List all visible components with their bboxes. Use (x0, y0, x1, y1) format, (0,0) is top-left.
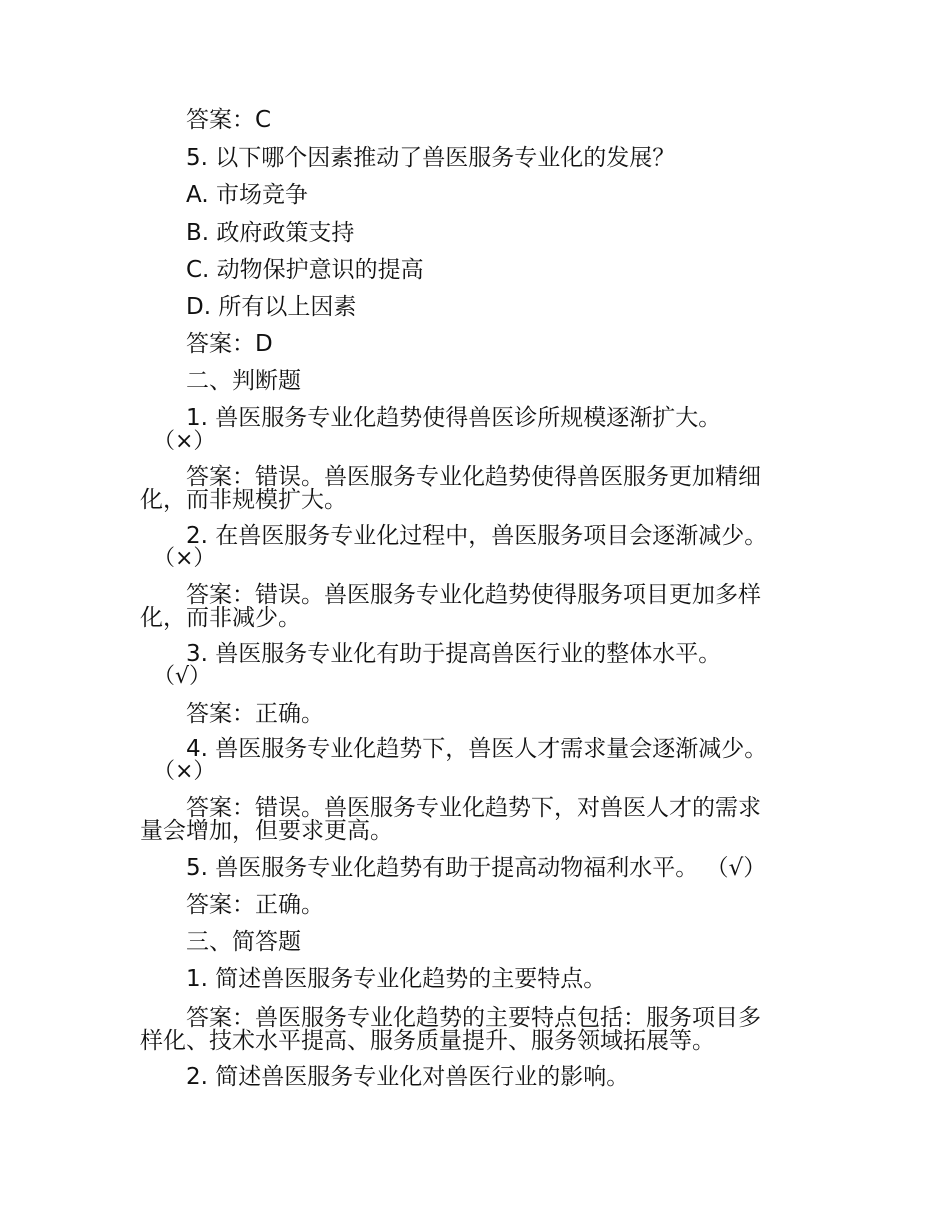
tf-answer-1-cont: 化，而非规模扩大。 (140, 487, 347, 513)
tf-question-2: 2. 在兽医服务专业化过程中，兽医服务项目会逐渐减少。 (186, 523, 768, 549)
tf-answer-2-cont: 化，而非减少。 (140, 605, 301, 631)
answer-line: 答案：D (186, 331, 273, 357)
section-heading-short-answer: 三、简答题 (186, 929, 301, 955)
tf-answer-4: 答案：错误。兽医服务专业化趋势下，对兽医人才的需求 (186, 795, 761, 821)
option-d: D. 所有以上因素 (186, 294, 357, 320)
tf-mark-1: （×） (153, 429, 216, 454)
option-a: A. 市场竞争 (186, 182, 308, 208)
sa-answer-1: 答案：兽医服务专业化趋势的主要特点包括：服务项目多 (186, 1005, 761, 1031)
tf-answer-3: 答案：正确。 (186, 701, 324, 727)
tf-answer-5: 答案：正确。 (186, 892, 324, 918)
sa-question-2: 2. 简述兽医服务专业化对兽医行业的影响。 (186, 1064, 630, 1090)
tf-answer-4-cont: 量会增加，但要求更高。 (140, 818, 393, 844)
option-c: C. 动物保护意识的提高 (186, 257, 424, 283)
tf-question-3: 3. 兽医服务专业化有助于提高兽医行业的整体水平。 (186, 641, 722, 667)
tf-mark-3: （√） (153, 664, 212, 689)
tf-answer-1: 答案：错误。兽医服务专业化趋势使得兽医服务更加精细 (186, 464, 761, 490)
sa-answer-1-cont: 样化、技术水平提高、服务质量提升、服务领域拓展等。 (140, 1028, 715, 1054)
tf-question-1: 1. 兽医服务专业化趋势使得兽医诊所规模逐渐扩大。 (186, 405, 722, 431)
tf-mark-2: （×） (153, 546, 216, 571)
tf-mark-4: （×） (153, 759, 216, 784)
tf-answer-2: 答案：错误。兽医服务专业化趋势使得服务项目更加多样 (186, 582, 761, 608)
tf-question-5: 5. 兽医服务专业化趋势有助于提高动物福利水平。 （√） (186, 855, 767, 881)
section-heading-true-false: 二、判断题 (186, 368, 301, 394)
tf-question-4: 4. 兽医服务专业化趋势下，兽医人才需求量会逐渐减少。 (186, 736, 768, 762)
option-b: B. 政府政策支持 (186, 220, 355, 246)
question-5: 5. 以下哪个因素推动了兽医服务专业化的发展？ (186, 145, 676, 171)
sa-question-1: 1. 简述兽医服务专业化趋势的主要特点。 (186, 966, 607, 992)
answer-line: 答案：C (186, 107, 272, 133)
